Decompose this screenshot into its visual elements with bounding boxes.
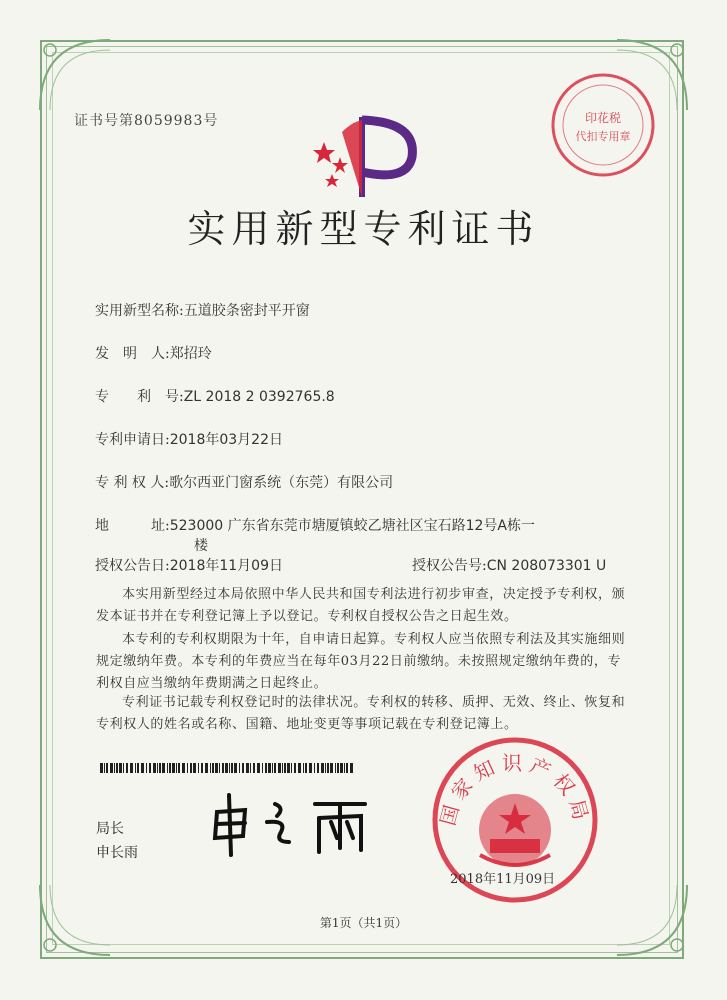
field-label: 授权公告号:	[412, 558, 487, 574]
field-utility-model-name	[95, 300, 310, 320]
field-label: 专 利 权 人:	[95, 475, 170, 491]
page-footer: 第1页（共1页）	[319, 916, 408, 930]
corner-ornament-icon	[30, 30, 120, 120]
barcode-icon	[100, 763, 356, 773]
field-label: 授权公告日:	[95, 558, 170, 574]
certificate-number: 证书号第8059983号	[74, 113, 219, 129]
field-address-continued	[194, 535, 208, 555]
field-value: 2018年11月09日	[169, 558, 283, 574]
field-value: 歌尔西亚门窗系统（东莞）有限公司	[169, 475, 394, 491]
paragraph-legal-status: 专利证书记载专利权登记时的法律状况。专利权的转移、质押、无效、终止、恢复和专利权人的姓名或名称、国籍、地址变更等事项记载在专利登记簿上。	[96, 695, 626, 732]
field-value: 郑招玲	[169, 346, 212, 362]
field-label: 实用新型名称:	[95, 303, 184, 319]
field-value: 2018年03月22日	[169, 432, 283, 448]
field-value: ZL 2018 2 0392765.8	[183, 389, 335, 405]
field-application-date	[95, 429, 283, 449]
field-label: 专 利 号:	[95, 389, 184, 405]
field-inventor	[95, 343, 212, 363]
field-grant-date	[95, 555, 283, 575]
field-address	[95, 515, 535, 535]
signatory-title: 局长	[96, 821, 124, 837]
paragraph-grant: 本实用新型经过本局依照中华人民共和国专利法进行初步审查，决定授予专利权，颁发本证书并在专利登记簿上予以登记。专利权自授权公告之日起生效。	[96, 587, 626, 624]
field-patentee	[95, 472, 393, 492]
paragraph-term: 本专利的专利权期限为十年，自申请日起算。专利权人应当依照专利法及其实施细则规定缴纳年费。本专利的年费应当在每年03月22日前缴纳。未按照规定缴纳年费的，专利权自应当缴纳年费期满之日起终止。	[96, 632, 626, 691]
seal-text: 国家知识产权局	[435, 751, 595, 829]
field-value: 五道胶条密封平开窗	[183, 303, 310, 319]
field-value: CN 208073301 U	[486, 558, 607, 574]
field-label: 发 明 人:	[95, 346, 170, 362]
patent-office-logo-icon	[312, 112, 422, 202]
field-label: 地 址:	[95, 518, 170, 534]
certificate-title: 实用新型专利证书	[187, 207, 540, 251]
field-grant-number	[412, 555, 606, 575]
field-value: 523000 广东省东莞市塘厦镇蛟乙塘社区宝石路12号A栋一	[169, 518, 536, 534]
tax-stamp-line1: 印花税	[584, 111, 622, 125]
signatory-name: 申长雨	[96, 845, 138, 861]
field-label: 专利申请日:	[95, 432, 170, 448]
tax-stamp-line2: 代扣专用章	[575, 130, 631, 143]
field-value: 楼	[194, 538, 208, 554]
tax-stamp-icon	[548, 70, 658, 180]
seal-date: 2018年11月09日	[450, 872, 556, 887]
handwritten-signature-icon	[205, 790, 375, 860]
field-patent-number	[95, 386, 335, 406]
